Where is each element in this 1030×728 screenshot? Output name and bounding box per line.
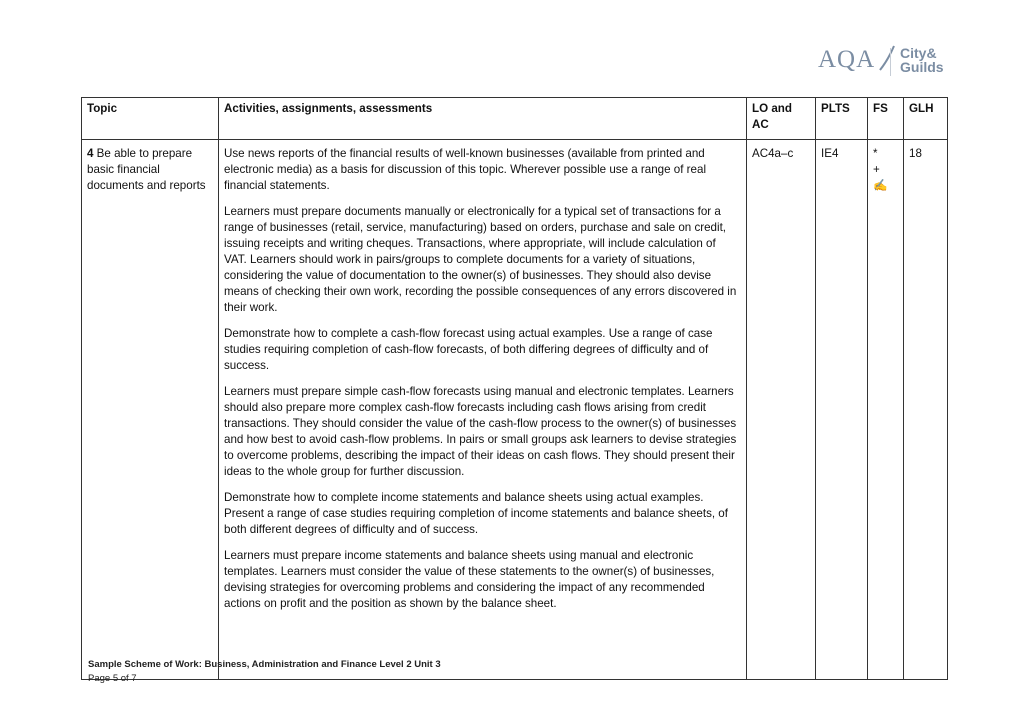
fs-writing-hand-icon: ✍ xyxy=(873,179,888,192)
fs-plus-mark: + xyxy=(873,163,880,176)
aqa-logo-text: AQA xyxy=(818,46,876,73)
plts-cell: IE4 xyxy=(816,140,868,680)
header-activities: Activities, assignments, assessments xyxy=(219,98,747,140)
lo-ac-cell: AC4a–c xyxy=(747,140,816,680)
cg-logo-line2: Guilds xyxy=(900,59,944,75)
header-fs: FS xyxy=(868,98,904,140)
header-plts: PLTS xyxy=(816,98,868,140)
aqa-swoosh-icon xyxy=(878,44,896,74)
glh-cell: 18 xyxy=(904,140,948,680)
activity-paragraph: Learners must prepare simple cash-flow forecasts using manual and electronic templates. Learners should also prepare more complex cash-flow forecasts including cash flows arising from credit transactions. They should consider the value of the cash-flow process to the owner(s) of businesses and how best to avoid cash-flow problems. In pairs or small groups ask learners to devise strategies to overcome problems, describing the impact of their ideas on cash flows. They should present their ideas to the whole group for further discussion. xyxy=(224,385,737,478)
activities-cell xyxy=(219,140,747,680)
topic-cell xyxy=(82,140,219,680)
page-number: Page 5 of 7 xyxy=(88,673,137,684)
activity-paragraph: Use news reports of the financial results of well-known businesses (available from printed and electronic media) as a basis for discussion of this topic. Wherever possible use a range of real financial statements. xyxy=(224,147,707,192)
scheme-of-work-table xyxy=(81,97,948,680)
aqa-logo xyxy=(818,46,875,74)
activity-paragraph: Demonstrate how to complete a cash-flow forecast using actual examples. Use a range of case studies requiring completion of cash-flow forecasts, of both differing degrees of difficulty and of success. xyxy=(224,327,713,372)
header-topic: Topic xyxy=(82,98,219,140)
city-and-guilds-logo xyxy=(900,46,944,74)
topic-number: 4 xyxy=(87,147,94,160)
table-row xyxy=(82,140,948,680)
cg-logo-line1: City& xyxy=(900,45,937,61)
fs-asterisk-mark: * xyxy=(873,147,878,160)
fs-cell xyxy=(868,140,904,680)
footer-title: Sample Scheme of Work: Business, Administration and Finance Level 2 Unit 3 xyxy=(88,659,441,670)
activity-paragraph: Demonstrate how to complete income statements and balance sheets using actual examples. Present a range of case studies requiring completion of income statements and balance sheets, of both different degrees of difficulty and of success. xyxy=(224,491,728,536)
logo-divider xyxy=(890,48,891,76)
header-lo-ac: LO and AC xyxy=(747,98,816,140)
activity-paragraph: Learners must prepare documents manually or electronically for a typical set of transactions for a range of businesses (retail, service, manufacturing) based on orders, purchase and sale on credit, issuing receipts and writing cheques. Transactions, where appropriate, will include calculation of VAT. Learners should work in pairs/groups to complete documents for a variety of situations, considering the value of documentation to the owner(s) of businesses. They should also devise means of checking their own work, recording the possible consequences of any errors discovered in their work. xyxy=(224,205,737,314)
header-glh: GLH xyxy=(904,98,948,140)
table-header-row xyxy=(82,98,948,140)
activity-paragraph: Learners must prepare income statements and balance sheets using manual and electronic templates. Learners must consider the value of these statements to the owner(s) of businesses, devising strategies for overcoming problems and considering the impact of any recommended actions on profit and the position as shown by the balance sheet. xyxy=(224,549,715,610)
topic-text: Be able to prepare basic financial documents and reports xyxy=(87,147,206,192)
